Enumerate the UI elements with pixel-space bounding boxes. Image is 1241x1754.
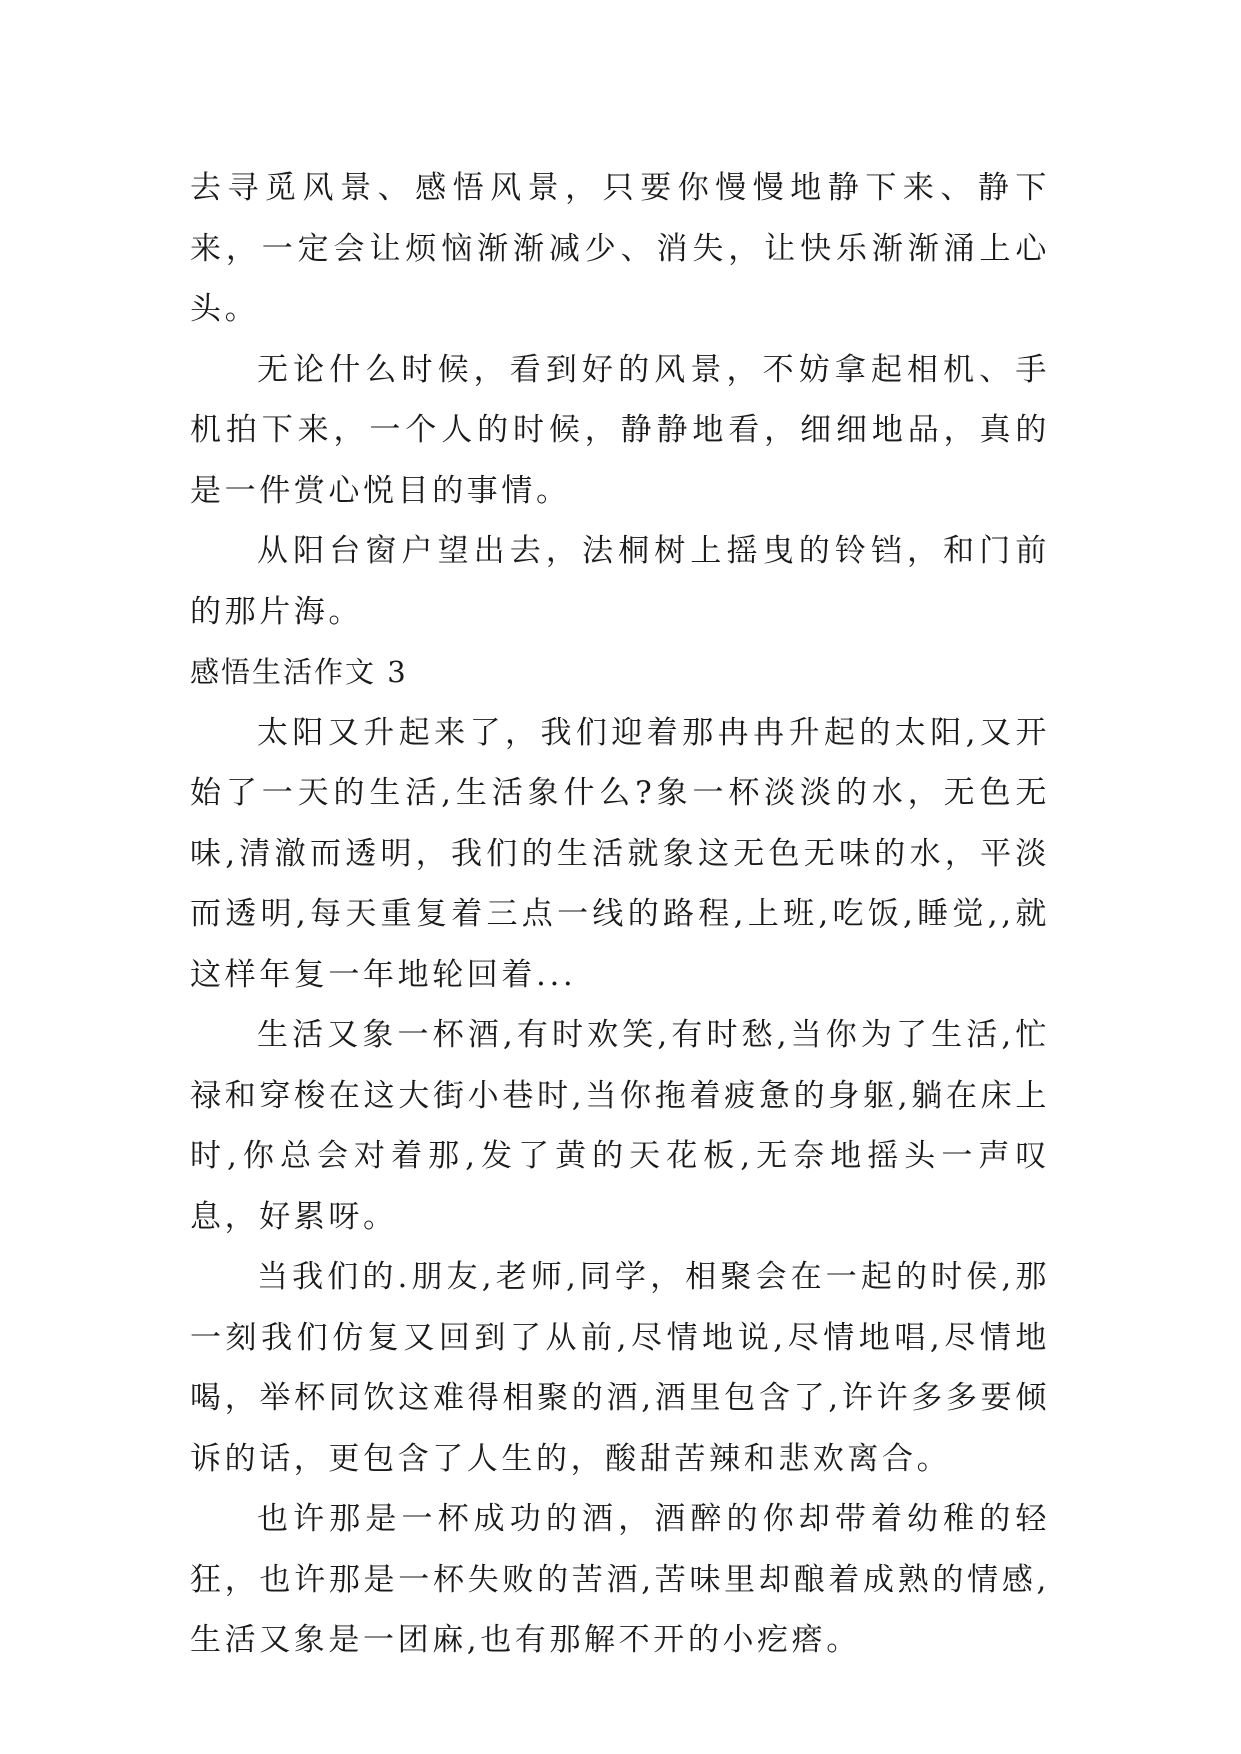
section-heading: 感悟生活作文 3 <box>190 655 408 689</box>
paragraph-friends-gather: 当我们的.朋友,老师,同学，相聚会在一起的时侯,那一刻我们仿复又回到了从前,尽情地说,尽情地唱,尽情地喝，举杯同饮这难得相聚的酒,酒里包含了,许许多多要倾诉的话，更包含了人生的，酸甜苦辣和悲欢离合。 <box>190 1259 1050 1477</box>
paragraph-scenery-continued: 去寻觅风景、感悟风景，只要你慢慢地静下来、静下来，一定会让烦恼渐渐减少、消失，让快乐渐渐涌上心头。 <box>190 170 1050 327</box>
paragraph-balcony-view: 从阳台窗户望出去，法桐树上摇曳的铃铛，和门前的那片海。 <box>190 533 1050 630</box>
paragraph-success-failure: 也许那是一杯成功的酒，酒醉的你却带着幼稚的轻狂，也许那是一杯失败的苦酒,苦味里却酿着成熟的情感,生活又象是一团麻,也有那解不开的小疙瘩。 <box>190 1501 1050 1658</box>
paragraph-sun-rises: 太阳又升起来了，我们迎着那冉冉升起的太阳,又开始了一天的生活,生活象什么?象一杯淡淡的水，无色无味,清澈而透明，我们的生活就象这无色无味的水，平淡而透明,每天重复着三点一线的路程,上班,吃饭,睡觉,,就这样年复一年地轮回着... <box>190 714 1050 993</box>
paragraph-life-as-wine: 生活又象一杯酒,有时欢笑,有时愁,当你为了生活,忙禄和穿梭在这大街小巷时,当你拖着疲惫的身躯,躺在床上时,你总会对着那,发了黄的天花板,无奈地摇头一声叹息，好累呀。 <box>190 1017 1050 1235</box>
document-page <box>190 158 1050 1671</box>
paragraph-photo-scenery: 无论什么时候，看到好的风景，不妨拿起相机、手机拍下来，一个人的时候，静静地看，细细地品，真的是一件赏心悦目的事情。 <box>190 351 1050 509</box>
